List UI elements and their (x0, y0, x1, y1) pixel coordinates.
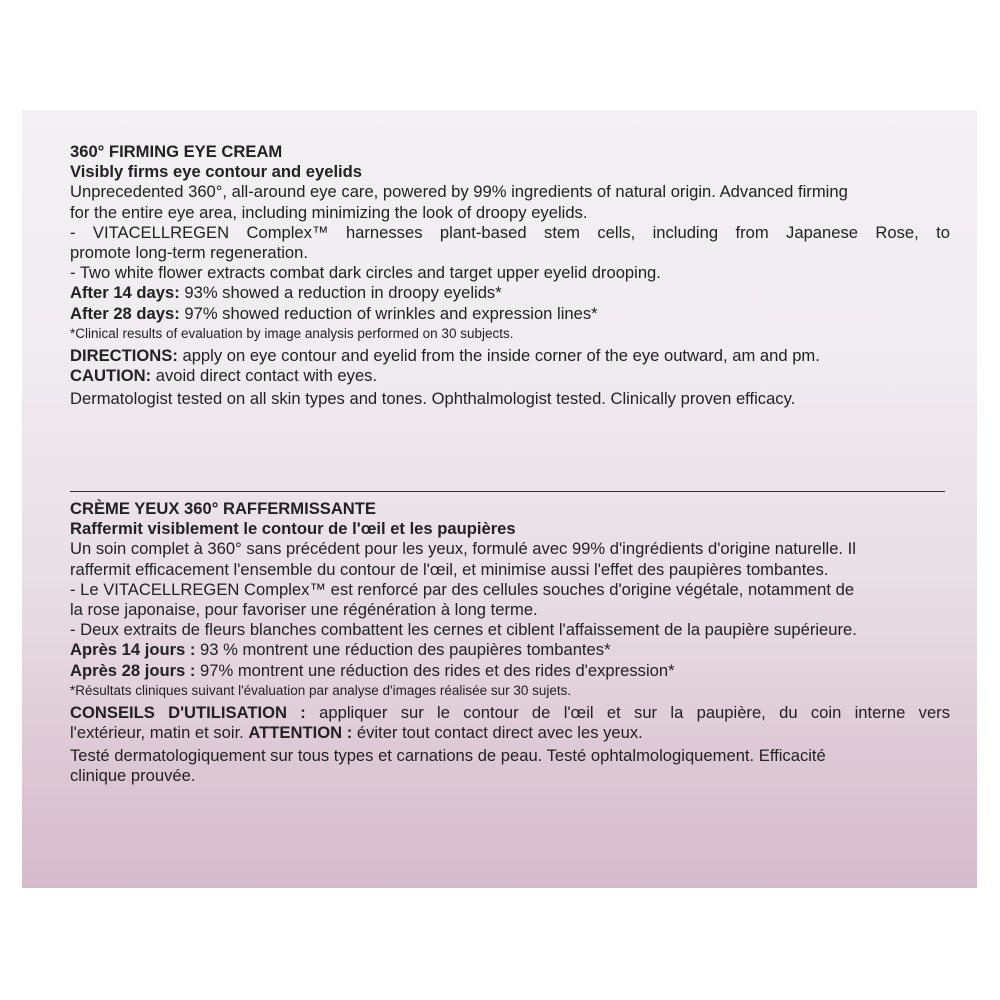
fr-intro-line-1: Un soin complet à 360° sans précédent pour les yeux, formulé avec 99% d'ingrédients d'origine naturelle. Il (70, 539, 856, 559)
fr-title: CRÈME YEUX 360° RAFFERMISSANTE (70, 499, 376, 518)
fr-result-28-label: Après 28 jours : (70, 660, 196, 680)
en-result-14-days (70, 283, 950, 303)
en-subtitle: Visibly firms eye contour and eyelids (70, 162, 363, 182)
fr-bullet-1-line-2: la rose japonaise, pour favoriser une régénération à long terme. (70, 600, 538, 620)
fr-conseils-text-2: l'extérieur, matin et soir. (70, 723, 249, 743)
en-result-28-text: 97% showed reduction of wrinkles and expression lines* (179, 303, 598, 323)
en-caution (70, 366, 950, 386)
fr-intro-line-2: raffermit efficacement l'ensemble du contour de l'œil, et minimise aussi l'effet des paupières tombantes. (70, 559, 829, 579)
en-caution-text: avoid direct contact with eyes. (151, 366, 378, 386)
fr-result-14-label: Après 14 jours : (70, 640, 196, 660)
en-caution-label: CAUTION: (70, 366, 152, 386)
en-result-28-days (70, 304, 950, 324)
fr-tested-line-1: Testé dermatologiquement sur tous types et carnations de peau. Testé ophtalmologiquement. Efficacité (70, 746, 826, 766)
en-bullet-1-line-1: - VITACELLREGEN Complex™ harnesses plant-based stem cells, including from Japanese Rose, to (70, 222, 950, 242)
fr-result-14-jours (70, 640, 950, 660)
fr-result-28-text: 97% montrent une réduction des rides et des rides d'expression* (195, 660, 675, 680)
fr-tested-line-2: clinique prouvée. (70, 766, 196, 786)
section-divider (70, 491, 945, 492)
fr-conseils-text: appliquer sur le contour de l'œil et sur la paupière, du coin interne vers (305, 702, 950, 722)
en-intro-line-2: for the entire eye area, including minimizing the look of droopy eyelids. (70, 202, 588, 222)
fr-attention-label: ATTENTION : (248, 723, 353, 743)
en-directions-text: apply on eye contour and eyelid from the inside corner of the eye outward, am and pm. (177, 345, 820, 365)
en-directions-label: DIRECTIONS: (70, 345, 178, 365)
en-tested: Dermatologist tested on all skin types and tones. Ophthalmologist tested. Clinically proven efficacy. (70, 389, 796, 409)
fr-attention-text: éviter tout contact direct avec les yeux. (352, 723, 643, 743)
en-intro-line-1: Unprecedented 360°, all-around eye care, powered by 99% ingredients of natural origin. Advanced firming (70, 182, 848, 202)
english-section (70, 142, 950, 409)
fr-bullet-1-line-1: - Le VITACELLREGEN Complex™ est renforcé par des cellules souches d'origine végétale, notamment de (70, 579, 855, 599)
fr-subtitle: Raffermit visiblement le contour de l'œil et les paupières (70, 519, 516, 539)
en-bullet-1-line-2: promote long-term regeneration. (70, 243, 308, 263)
fr-footnote: *Résultats cliniques suivant l'évaluation par analyse d'images réalisée sur 30 sujets. (70, 682, 572, 698)
en-directions (70, 346, 950, 366)
fr-conseils-line-1 (70, 703, 950, 723)
fr-conseils-label: CONSEILS D'UTILISATION : (70, 702, 306, 722)
en-result-14-text: 93% showed a reduction in droopy eyelids* (179, 283, 502, 303)
en-result-14-label: After 14 days: (70, 283, 180, 303)
fr-result-28-jours (70, 661, 950, 681)
fr-conseils-line-2 (70, 723, 950, 743)
en-result-28-label: After 28 days: (70, 303, 180, 323)
en-title: 360° FIRMING EYE CREAM (70, 142, 283, 161)
en-footnote: *Clinical results of evaluation by image analysis performed on 30 subjects. (70, 325, 514, 341)
french-section (70, 499, 950, 787)
en-bullet-2: - Two white flower extracts combat dark circles and target upper eyelid drooping. (70, 263, 661, 283)
fr-bullet-2: - Deux extraits de fleurs blanches combattent les cernes et ciblent l'affaissement de la paupière supérieure. (70, 620, 857, 640)
fr-result-14-text: 93 % montrent une réduction des paupières tombantes* (195, 640, 611, 660)
